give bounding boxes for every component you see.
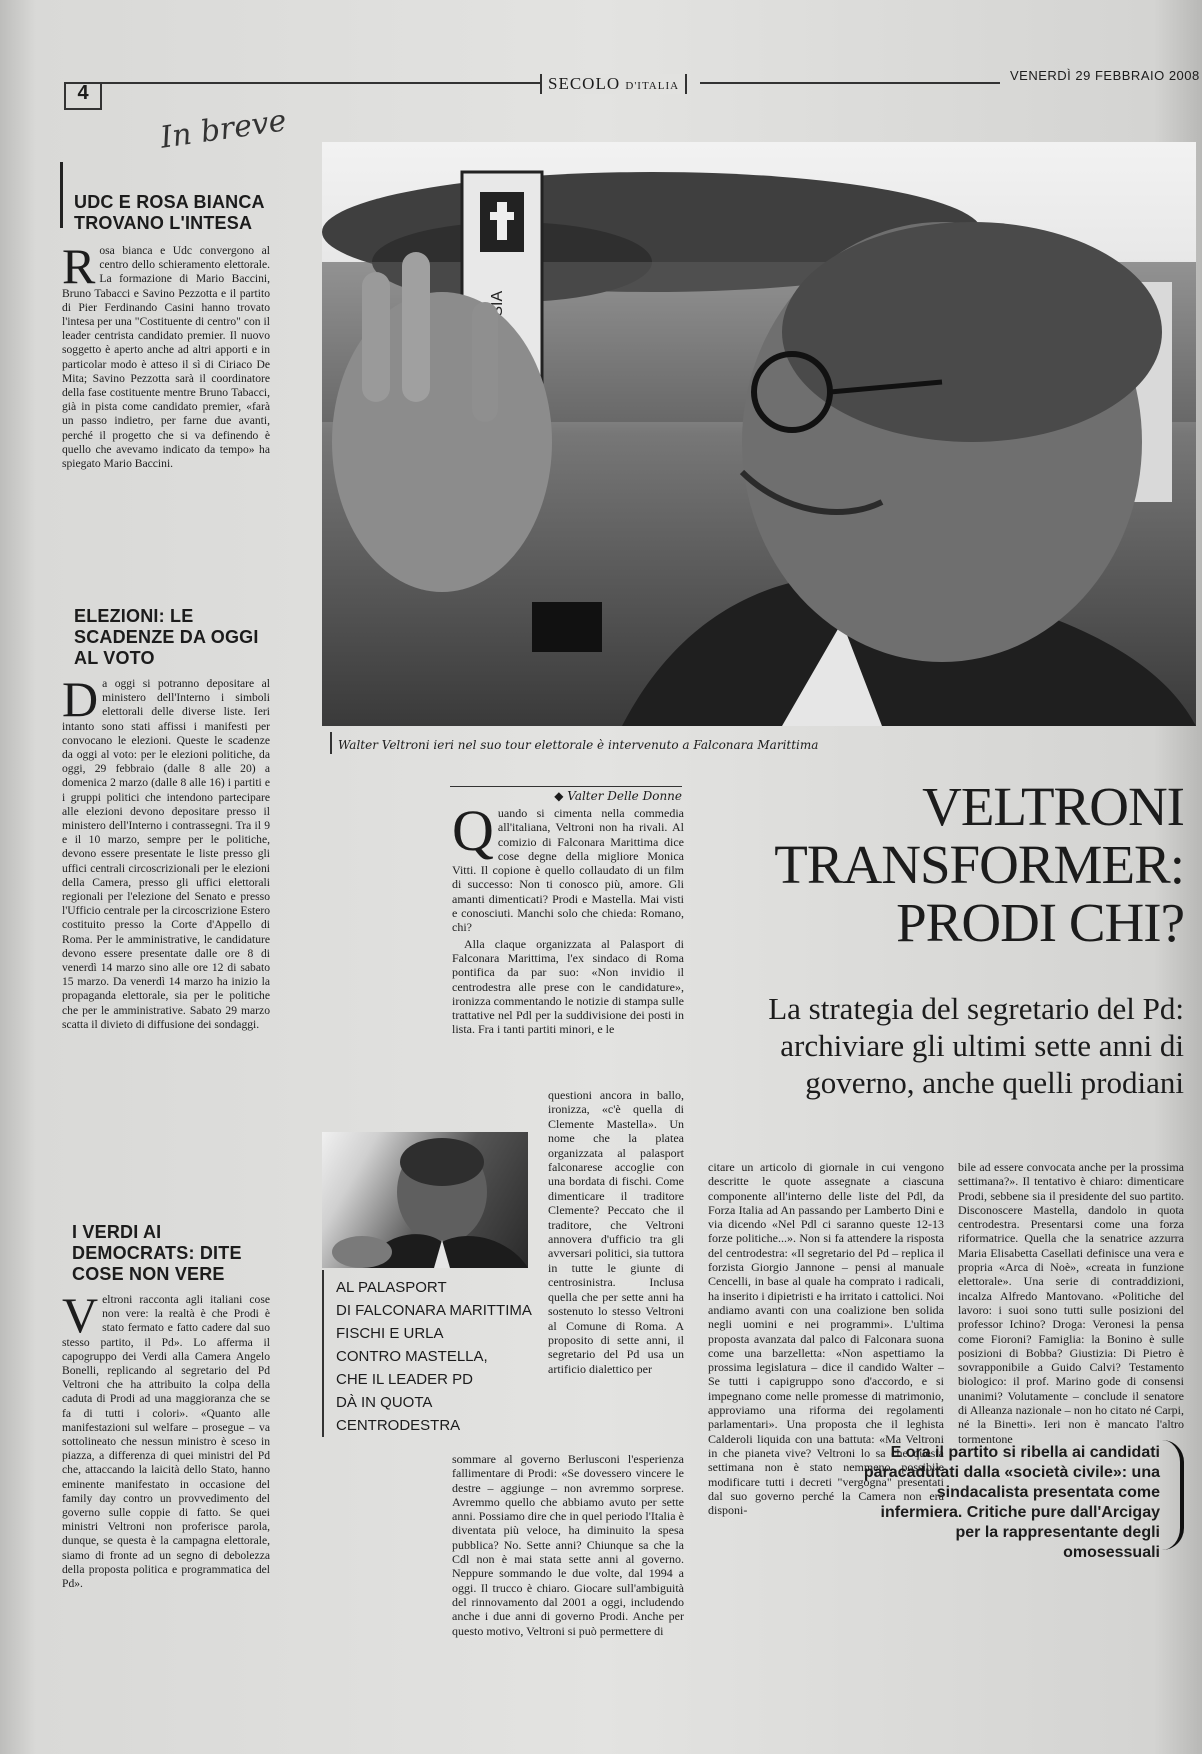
article-col1-bottom: sommare al governo Berlusconi l'esperienza fallimentare di Prodi: «Se dovessero vincere le destre – aggiunge – non avremmo sorprese. Avremmo quello che abbiamo avuto per sette anni. Possiamo dire che in quel periodo l'Italia è diventata più veloce, ha diminuito la spesa pubblica? No. Sette anni? Chiunque sa che la Cdl non è mai stata sette anni al governo. Neppure sommando le due volte, dal 1994 a oggi. Il trucco è chiaro. Giocare sull'ambiguità del rinnovamento dal 2001 a oggi, includendo anche i due anni di governo Prodi. Anche per questo motivo, Veltroni si può permettere di (452, 1452, 684, 1638)
pull-line-2: DI FALCONARA MARITTIMA (336, 1302, 532, 1319)
masthead (540, 74, 687, 94)
header-rule-right (700, 82, 1000, 84)
masthead-sub: D'ITALIA (625, 80, 680, 92)
photo-caption: Walter Veltroni ieri nel suo tour elettorale è intervenuto a Falconara Marittima (338, 738, 819, 752)
brief-udc-rosa-bianca (62, 162, 270, 471)
pull-quote-brace (1162, 1440, 1184, 1550)
article-col1-top (452, 798, 684, 1037)
photo-mastella (322, 1132, 528, 1268)
brief-elezioni-scadenze (62, 606, 270, 1032)
drop-cap: D (62, 671, 99, 727)
brief-title: ELEZIONI: LE SCADENZE DA OGGI AL VOTO (74, 606, 259, 668)
drop-cap: Q (452, 798, 494, 863)
drop-cap: R (62, 238, 96, 294)
brief-title: UDC E ROSA BIANCA TROVANO L'INTESA (74, 192, 265, 233)
article-text: Alla claque organizzata al Palasport di Falconara Marittima, l'ex sindaco di Roma pontifica da par suo: «Non invidio il centrodestra alle prese con le candidature», ironizza commentando le notizie di stampa sulle trattative nel Pdl per la suddivisione dei posti in lista. Fra i tanti partiti minori, e le (452, 936, 684, 1037)
drop-cap: V (62, 1287, 99, 1343)
headline-line-2: TRANSFORMER: (774, 834, 1184, 895)
brief-body: a oggi si potranno depositare al ministero dell'Interno i simboli elettorali delle diverse liste. Ieri intanto sono stati affissi i manifesti per convocano le elezioni. Queste le scadenze da oggi al voto: per le elezioni politiche, da oggi, 29 febbraio (dalle 8 alle 20) a domenica 2 marzo (dalle 8 alle 16) i partiti e i gruppi politici che intendono partecipare alle elezioni devono depositare presso il ministero dell'Interno i contrassegni. Tra il 9 e il 10 marzo, sempre per le politiche, devono essere presentate le liste presso gli uffici centrali circoscrizionali per le elezioni della Camera, presso gli uffici elettorali regionali per l'elezione del Senato e presso l'Ufficio centrale per la circoscrizione Estero costituito presso la Corte d'Appello di Roma. Per le amministrative, le candidature devono essere presentate dalle ore 8 di venerdì 14 marzo sino alle ore 12 di sabato 15 marzo. Da venerdì 14 marzo ha inizio la propaganda elettorale, sia per le politiche che per le amministrative. Sabato 29 marzo scatta il divieto di diffusione dei sondaggi. (62, 677, 270, 1031)
caption-rule (330, 732, 332, 754)
headline-line-1: VELTRONI (922, 776, 1184, 837)
article-col3: bile ad essere convocata anche per la prossima settimana?». Il tentativo è chiaro: dimenticare Prodi, sebbene sia il presidente del suo partito. Disconoscere Mastella, dandolo in quota centrodestra. Presentarsi come una forza riformatrice. Quella che la senatrice azzurra Maria Elisabetta Casellati definisce una vera e propria «Arca di Noè», «creata in funzione elettorale». Una serie di contraddizioni, incalza Alfredo Mantovano. «Politiche del lavoro: i suoi sono tutti sulle posizioni del professor Ichino? Droga: Veronesi la pensa come Fioroni? Famiglia: la Bonino è sulle posizioni di Bobba? Giustizia: Di Pietro è sovrapponibile a Guido Calvi? Testamento biologico: il prof. Marino gode di consensi unanimi? Volutamente – conclude il senatore di Alleanza nazionale – non ho citato né Carpi, né la Binetti». Ieri non è mancato l'altro tormentone (958, 1160, 1184, 1446)
brief-title: I VERDI AI DEMOCRATS: DITE COSE NON VERE (72, 1222, 242, 1284)
photo-veltroni-illustration (322, 142, 1196, 726)
masthead-main: SECOLO (548, 74, 621, 93)
issue-date: VENERDÌ 29 FEBBRAIO 2008 (1010, 68, 1200, 83)
in-breve-label: In breve (158, 103, 289, 156)
header-rule-left (64, 82, 540, 84)
pull-quote-right: E ora il partito si ribella ai candidati paracadutati dalla «società civile»: una sindacalista presentata come infermiera. Critiche pure dall'Arcigay per la rappresentante degli omosessuali (863, 1444, 1160, 1561)
brief-body: eltroni racconta agli italiani cose non vere: la realtà è che Prodi è stato fermato e fatto cadere dal suo stesso partito, il Pd». Lo afferma il capogruppo dei Verdi alla Camera Angelo Bonelli, replicando al segretario del Pd Veltroni che ha attribuito la colpa della caduta di Prodi ad una maggioranza che se fa di tutti i colori». «Quanto alle manifestazioni sul welfare – prosegue – va sottolineato che nessun ministro è sceso in piazza, a differenza di quei ministri del Pd che, attaccando la laicità dello Stato, hanno eminente manifestato in occasione del family day contro un provvedimento del governo sulle coppie di fatto. Se quei ministri Veltroni non proferisce parola, dunque, se questa è la campagna elettorale, siamo di fronte ad un segno di debolezza della proposta politica e programmatica del Pd». (62, 1293, 270, 1591)
photo-pull-quote (322, 1270, 542, 1437)
pull-line-4: CONTRO MASTELLA, (336, 1348, 488, 1365)
brief-body: osa bianca e Udc convergono al centro dello schieramento elettorale. La formazione di Mario Baccini, Bruno Tabacci e Savino Pezzotta e il partito di Pier Ferdinando Casini hanno trovato l'intesa per una "Costituente di centro" con il leader centrista candidato premier. Il nuovo soggetto è aperto anche ad altri apporti e in particolar modo è atteso il sì di Ciriaco De Mita; Savino Pezzotta sarà il coordinatore della fase costituente mentre Bruno Tabacci, già in pista come candidato premier, «farà un passo indietro, per farne due avanti, perché il progetto che si va definendo è quello che avevamo indicato da tempo» ha spiegato Mario Baccini. (62, 244, 270, 471)
photo-veltroni (322, 142, 1196, 726)
pull-line-1: AL PALASPORT (336, 1279, 447, 1296)
pull-line-3: FISCHI E URLA (336, 1325, 444, 1342)
pull-line-5: CHE IL LEADER PD (336, 1371, 473, 1388)
deck: La strategia del segretario del Pd: archiviare gli ultimi sette anni di governo, anche quelli prodiani (768, 991, 1184, 1100)
article-col1-mid: questioni ancora in ballo, ironizza, «c'è quella di Clemente Mastella». Un nome che la platea organizzata al palasport falconarese accoglie con una bordata di fischi. Come dimenticare il traditore Clemente? Peccato che il traditore, che Veltroni annovera d'ufficio tra gli avversari politici, sia tuttora in tutte le giunte di centrosinistra. Inclusa quella che per sette anni ha sostenuto lo stesso Veltroni al Comune di Roma. A proposito di sette anni, il segretario del Pd usa un artificio dialettico per (548, 1088, 684, 1376)
byline: ◆ Valter Delle Donne (450, 786, 682, 803)
pull-line-6: DÀ IN QUOTA CENTRODESTRA (336, 1394, 461, 1434)
headline-line-3: PRODI CHI? (896, 892, 1184, 953)
headline (704, 778, 1184, 952)
brief-verdi-democrats (62, 1222, 270, 1591)
photo-mastella-illustration (322, 1132, 528, 1268)
article-text: uando si cimenta nella commedia all'italiana, Veltroni non ha rivali. Al comizio di Falconara Marittima dice cose degne della migliore Monica Vitti. Il copione è quello collaudato di un film di successo: Non ti conosco più, amore. Gli amanti dimenticati? Prodi e Mastella. Mai visti e conosciuti. Manchi solo che chieda: Romano, chi? (452, 806, 684, 935)
article-col2: citare un articolo di giornale in cui vengono descritte le quote assegnate a ciascuna componente all'interno delle liste del Pdl, da Forza Italia ad An passando per Lamberto Dini e via dicendo «Nel Pdl ci saranno queste 12-13 forze politiche...». Non si fa attendere la risposta del centrodestra: «Il segretario del Pd – replica il forzista Giorgio Jannone – pensi al manuale Cencelli, in base al quale ha comprato i radicali, ha inserito i dipietristi e ha irritato i cattolici. Noi andiamo avanti con una coalizione ben solida negli uomini e nei programmi». L'ultima proposta avanzata dal palco di Falconara suona come una barzelletta: «Non aspettiamo la prossima legislatura – dice il candido Walter – Se tutti i capigruppo sono d'accordo, e si impegnano come nelle promesse di matrimonio, approviamo una riforma dei regolamenti parlamentari». Una proposta che il leghista Calderoli liquida con una battuta: «Ma Veltroni in che pianeta vive? Veltroni lo sa che questa settimana non è stato nemmeno possibile modificare tutti i decreti "vergogna" presentati dal suo governo perché la Camera non era disponi- (708, 1160, 944, 1518)
page-number: 4 (64, 82, 102, 110)
